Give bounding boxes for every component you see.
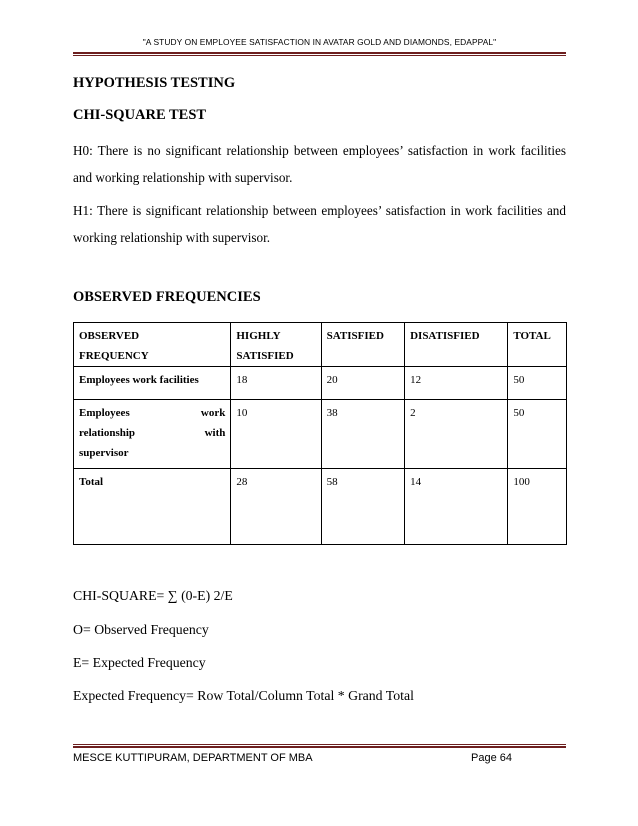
header-cell-text: OBSERVED xyxy=(79,330,140,342)
row-label: Employees work facilities xyxy=(74,367,231,400)
cell-disatisfied: 14 xyxy=(405,469,508,545)
header-cell-total: TOTAL xyxy=(508,323,567,367)
observed-frequencies-title: OBSERVED FREQUENCIES xyxy=(73,289,261,305)
cell-satisfied: 38 xyxy=(321,400,404,469)
observed-definition: O= Observed Frequency xyxy=(73,622,209,637)
page-number: Page 64 xyxy=(471,752,512,764)
chi-square-formula: CHI-SQUARE= ∑ (0-E) 2/E xyxy=(73,588,233,603)
expected-definition: E= Expected Frequency xyxy=(73,655,206,670)
header-rule-thick xyxy=(73,52,566,54)
cell-total: 100 xyxy=(508,469,567,545)
cell-satisfied: 58 xyxy=(321,469,404,545)
cell-total: 50 xyxy=(508,400,567,469)
header-cell-highly-satisfied xyxy=(231,323,321,367)
header-cell-text: SATISFIED xyxy=(236,350,294,362)
header-cell-satisfied: SATISFIED xyxy=(321,323,404,367)
header-rule-thin xyxy=(73,55,566,56)
hypothesis-h1: H1: There is significant relationship between employees’ satisfaction in work facilities and working relationship with supervisor. xyxy=(73,203,566,245)
header-cell-disatisfied: DISATISFIED xyxy=(405,323,508,367)
row-label-line: relationship with xyxy=(79,427,226,439)
header-cell-text: HIGHLY xyxy=(236,330,281,342)
footer-department: MESCE KUTTIPURAM, DEPARTMENT OF MBA xyxy=(73,752,313,764)
expected-frequency-formula: Expected Frequency= Row Total/Column Total * Grand Total xyxy=(73,688,414,703)
footer-rule-thin xyxy=(73,744,566,745)
hypothesis-h0: H0: There is no significant relationship between employees’ satisfaction in work facilities and working relationship with supervisor. xyxy=(73,143,566,185)
header-cell-observed-frequency xyxy=(74,323,231,367)
row-label-line: supervisor xyxy=(79,447,129,459)
table-row xyxy=(74,400,567,469)
observed-frequency-table xyxy=(73,322,567,545)
cell-disatisfied: 2 xyxy=(405,400,508,469)
section-title: HYPOTHESIS TESTING xyxy=(73,75,236,91)
table-header-row xyxy=(74,323,567,367)
cell-satisfied: 20 xyxy=(321,367,404,400)
running-header: "A STUDY ON EMPLOYEE SATISFACTION IN AVATAR GOLD AND DIAMONDS, EDAPPAL" xyxy=(142,37,497,47)
cell-highly-satisfied: 28 xyxy=(231,469,321,545)
cell-disatisfied: 12 xyxy=(405,367,508,400)
footer-rule-thick xyxy=(73,746,566,748)
row-label-line: Employees work xyxy=(79,407,226,419)
cell-highly-satisfied: 10 xyxy=(231,400,321,469)
header-cell-text: FREQUENCY xyxy=(79,350,149,362)
row-label: Total xyxy=(74,469,231,545)
cell-highly-satisfied: 18 xyxy=(231,367,321,400)
table-row xyxy=(74,469,567,545)
table-row xyxy=(74,367,567,400)
row-label xyxy=(74,400,231,469)
test-name: CHI-SQUARE TEST xyxy=(73,107,207,123)
cell-total: 50 xyxy=(508,367,567,400)
